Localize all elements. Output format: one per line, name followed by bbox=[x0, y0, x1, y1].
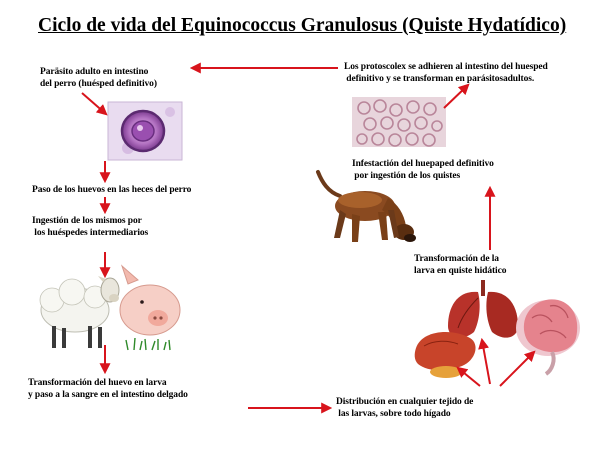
protoscolex-micrograph-image bbox=[352, 97, 446, 147]
arrow-adult-to-micrograph bbox=[82, 93, 106, 114]
sheep-image bbox=[40, 276, 119, 348]
step-adult-parasite: Paräsito adulto en intestino del perro (huésped definitivo) bbox=[40, 67, 157, 89]
egg-micrograph-image bbox=[108, 102, 182, 160]
lungs-image bbox=[448, 280, 518, 338]
step-egg-to-larva: Transformación del huevo en larva y paso a la sangre en el intestino delgado bbox=[28, 378, 188, 400]
pig-image bbox=[120, 266, 180, 350]
dog-image bbox=[318, 172, 416, 242]
arrow-distribution-to-lungs bbox=[482, 340, 490, 384]
step-egg-passage: Paso de los huevos en las heces del perro bbox=[32, 185, 192, 195]
arrow-infestation-to-protoscolex bbox=[444, 85, 468, 108]
step-larva-distribution: Distribución en cualquier tejido de las larvas, sobre todo hígado bbox=[336, 397, 474, 419]
arrow-distribution-to-brain bbox=[500, 352, 534, 386]
step-protoscolex: Los protoscolex se adhieren al intestino del huesped definitivo y se transforman en parásitosadultos. bbox=[344, 62, 548, 84]
arrow-distribution-to-liver bbox=[458, 368, 480, 386]
step-hydatid-cyst: Transformación de la larva en quiste hidático bbox=[414, 254, 507, 276]
diagram-title: Ciclo de vida del Equinococcus Granulosus (Quiste Hydatídico) bbox=[38, 15, 567, 36]
liver-image bbox=[415, 332, 476, 378]
step-egg-ingestion: Ingestión de los mismos por los huéspedes intermediarios bbox=[32, 216, 149, 238]
brain-image bbox=[516, 299, 580, 374]
step-host-infestation: Infestactión del huepaped definitivo por ingestión de los quistes bbox=[352, 159, 494, 181]
